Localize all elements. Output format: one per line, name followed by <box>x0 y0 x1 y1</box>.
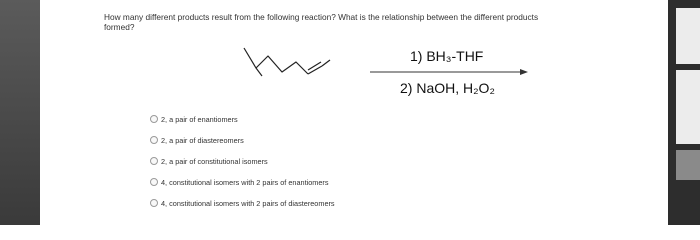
radio-button[interactable] <box>150 136 158 144</box>
option-label: 2, a pair of enantiomers <box>161 114 238 124</box>
option-2[interactable] <box>150 133 244 147</box>
right-window-edge <box>668 0 700 225</box>
option-3[interactable] <box>150 154 268 168</box>
reaction-arrow <box>370 68 528 76</box>
terminal-carbon <box>322 60 330 66</box>
option-label: 2, a pair of constitutional isomers <box>161 156 268 166</box>
double-bond-2 <box>308 62 321 70</box>
option-label: 4, constitutional isomers with 2 pairs of diastereomers <box>161 198 335 208</box>
background-panel <box>676 150 700 180</box>
radio-button[interactable] <box>150 178 158 186</box>
question-line-2: formed? <box>104 22 135 32</box>
reaction-conditions <box>370 46 530 102</box>
left-window-edge <box>0 0 40 225</box>
background-panel <box>676 8 700 64</box>
option-label: 4, constitutional isomers with 2 pairs of enantiomers <box>161 177 329 187</box>
radio-button[interactable] <box>150 115 158 123</box>
option-label: 2, a pair of diastereomers <box>161 135 244 145</box>
option-5[interactable] <box>150 196 335 210</box>
alkene-structure <box>242 44 362 84</box>
methyl-branch <box>256 68 262 76</box>
option-1[interactable] <box>150 112 238 126</box>
question-line-1: How many different products result from the following reaction? What is the relationship between the different products <box>104 12 539 22</box>
reagent-step-2: 2) NaOH, H₂O₂ <box>400 80 495 96</box>
reagent-step-1: 1) BH₃-THF <box>410 48 484 64</box>
question-panel <box>40 0 668 225</box>
option-4[interactable] <box>150 175 329 189</box>
question-text <box>104 12 664 32</box>
carbon-skeleton <box>244 48 308 74</box>
double-bond-1 <box>308 66 322 74</box>
radio-button[interactable] <box>150 157 158 165</box>
radio-button[interactable] <box>150 199 158 207</box>
background-panel <box>676 70 700 144</box>
